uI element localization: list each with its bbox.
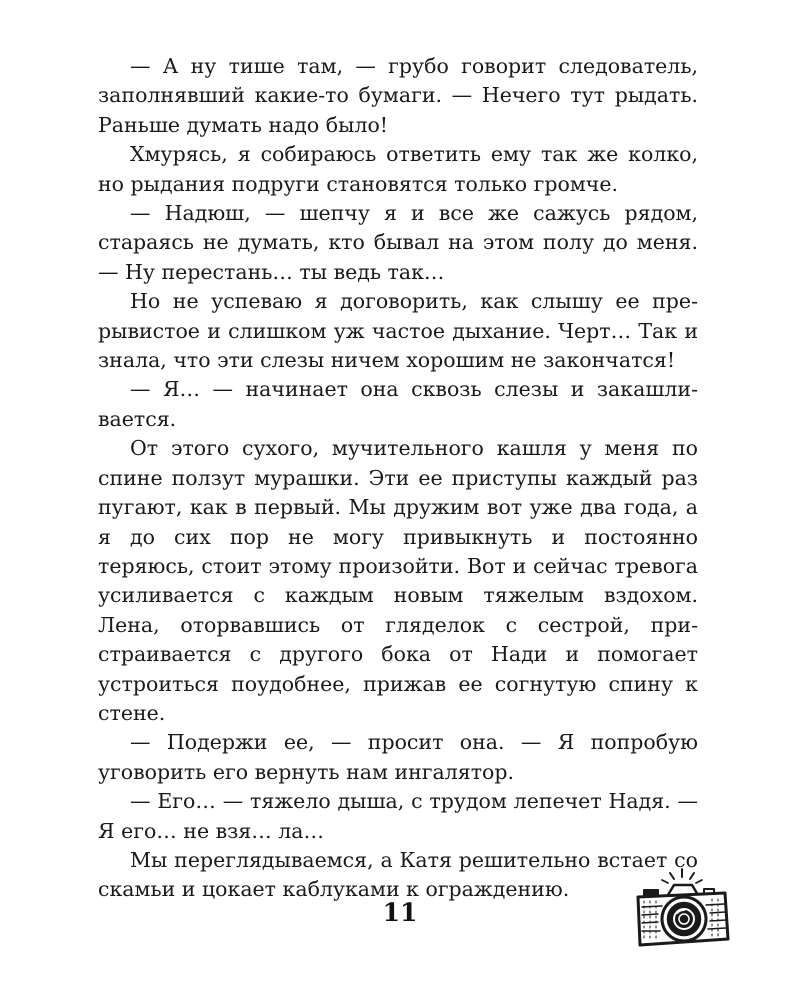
camera-icon [630,865,735,950]
paragraph-8: — Его… — тяжело дыша, с трудом лепечет Надя. — Я его… не взя… ла… [98,789,698,843]
paragraph-6: От этого сухого, мучительного кашля у меня по спине ползут мурашки. Эти ее приступы каждый раз пугают, как в первый. Мы дружим вот уже два года, а я до сих пор не могу привыкнуть и постоянно теряюсь, стоит этому произойти. Вот и сейчас тревога усиливается с каждым новым тяжелым вздохом. Лена, оторвавшись от гляделок с сестрой, пристраивается с другого бока от Нади и помогает устроиться поудобнее, прижав ее согнутую спину к стене. [98,436,698,725]
paragraph-4: Но не успеваю я договорить, как слышу ее прерывистое и слишком уж частое дыхание. Черт… Так и знала, что эти слезы ничем хорошим не закончатся! [98,289,698,373]
paragraph-3: — Надюш, — шепчу я и все же сажусь рядом, стараясь не думать, кто бывал на этом полу до меня. — Ну перестань… ты ведь так… [98,201,698,284]
page-number: 11 [382,898,418,927]
paragraph-7: — Подержи ее, — просит она. — Я попробую уговорить его вернуть нам ингалятор. [98,730,698,784]
paragraph-2: Хмурясь, я собираюсь ответить ему так же колко, но рыдания подруги становятся только громче. [98,142,698,196]
paragraph-5: — Я… — начинает она сквозь слезы и закашливается. [98,377,698,431]
paragraph-9: Мы переглядываемся, а Катя решительно встает со скамьи и цокает каблуками к ограждению. [98,847,698,902]
page-text [98,52,698,905]
paragraph-1: — А ну тише там, — грубо говорит следователь, заполнявший какие-то бумаги. — Нечего тут рыдать. Раньше думать надо было! [98,54,698,137]
